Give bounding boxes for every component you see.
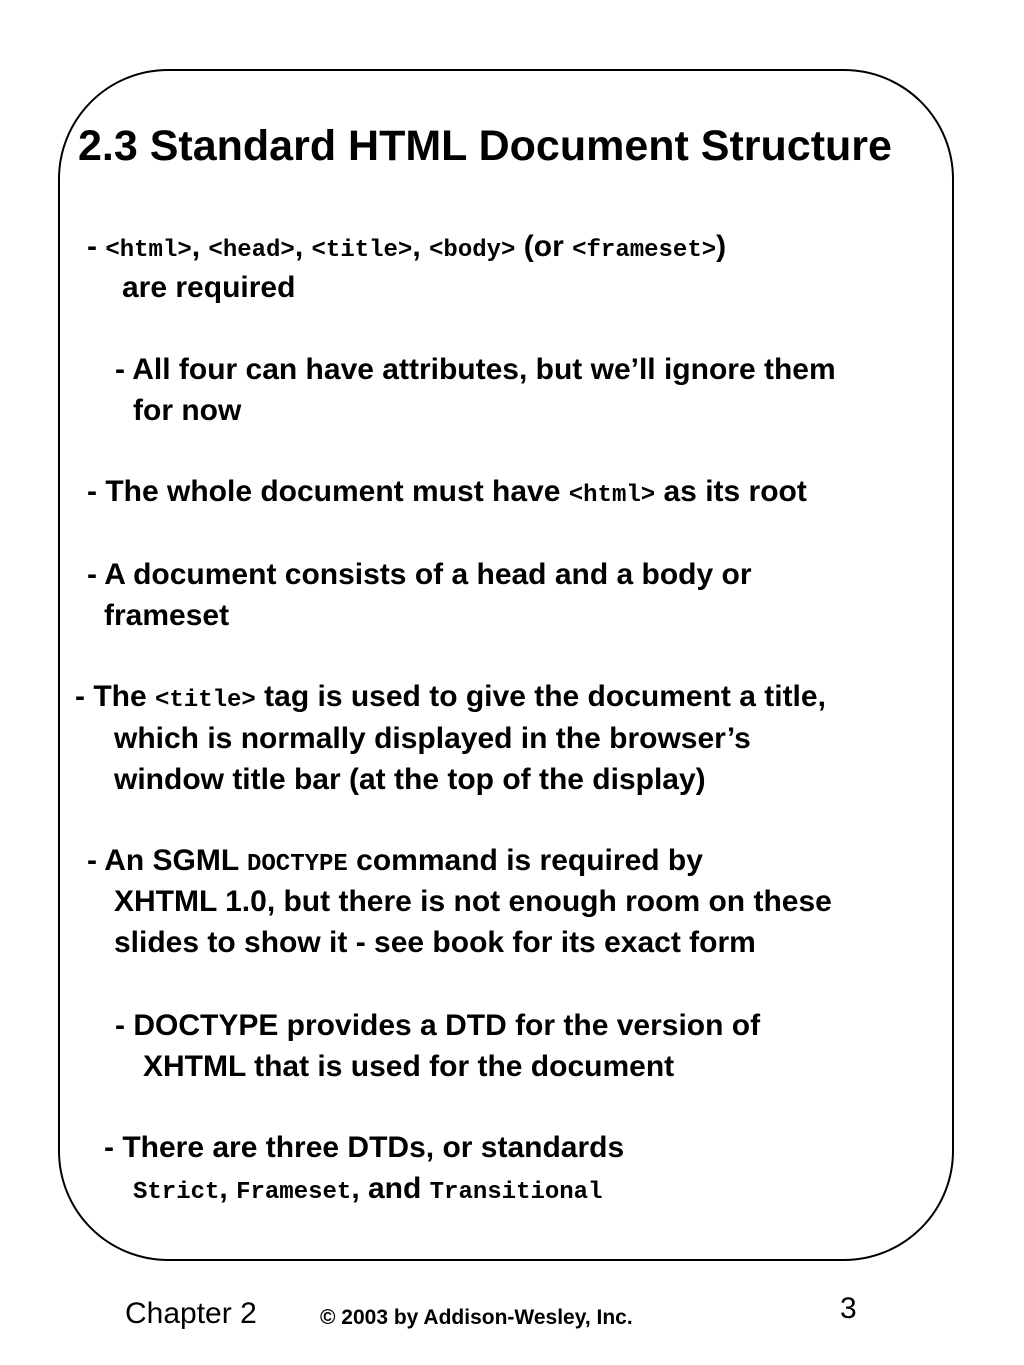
separator: ,: [294, 230, 312, 263]
code-body-tag: <body>: [429, 237, 516, 264]
bullet-title-tag-cont: which is normally displayed in the browser’s: [114, 722, 751, 755]
and-text: , and: [351, 1172, 430, 1205]
code-doctype: DOCTYPE: [247, 851, 348, 878]
bullet-required-tags-cont: are required: [122, 271, 296, 304]
bullet-title-tag: [75, 677, 826, 721]
bullet-sgml-doctype: [87, 841, 703, 885]
footer-copyright: © 2003 by Addison-Wesley, Inc.: [320, 1306, 633, 1329]
bullet-attributes: - All four can have attributes, but we’ll ignore them: [115, 353, 836, 386]
bullet-text: - An SGML: [87, 844, 247, 877]
code-strict: Strict: [133, 1179, 220, 1206]
slide-title: 2.3 Standard HTML Document Structure: [78, 122, 892, 170]
code-html-tag: <html>: [568, 482, 656, 509]
bullet-sgml-doctype-cont: slides to show it - see book for its exact form: [114, 926, 756, 959]
code-title-tag: <title>: [155, 687, 256, 714]
bullet-text: as its root: [655, 475, 807, 508]
footer-chapter: Chapter 2: [125, 1297, 257, 1330]
code-html-tag: <html>: [105, 237, 192, 264]
separator: ,: [412, 230, 430, 263]
bullet-doctype-dtd-cont: XHTML that is used for the document: [143, 1050, 675, 1083]
bullet-dash: -: [87, 230, 106, 263]
bullet-required-tags: [87, 227, 726, 271]
bullet-three-dtds: - There are three DTDs, or standards: [104, 1131, 625, 1164]
separator: ,: [191, 230, 209, 263]
bullet-attributes-cont: for now: [133, 394, 242, 427]
code-frameset-tag: <frameset>: [572, 237, 717, 264]
bullet-text: command is required by: [347, 844, 703, 877]
separator: ,: [219, 1172, 237, 1205]
bullet-head-body-cont: frameset: [104, 599, 230, 632]
bullet-sgml-doctype-cont: XHTML 1.0, but there is not enough room on these: [114, 885, 832, 918]
bullet-head-body: - A document consists of a head and a body or: [87, 558, 752, 591]
code-frameset: Frameset: [236, 1179, 352, 1206]
bullet-text: - The: [75, 680, 155, 713]
bullet-three-dtds-list: [133, 1169, 602, 1213]
bullet-doctype-dtd: - DOCTYPE provides a DTD for the version of: [115, 1009, 761, 1042]
bullet-html-root: [87, 472, 807, 516]
bullet-text: tag is used to give the document a title,: [255, 680, 826, 713]
footer-page-number: 3: [840, 1292, 857, 1325]
code-head-tag: <head>: [208, 237, 295, 264]
bullet-title-tag-cont: window title bar (at the top of the display): [114, 763, 706, 796]
or-text: (or: [515, 230, 573, 263]
code-transitional: Transitional: [429, 1179, 603, 1206]
code-title-tag: <title>: [311, 237, 413, 264]
close-paren: ): [716, 230, 727, 263]
bullet-text: - The whole document must have: [87, 475, 569, 508]
